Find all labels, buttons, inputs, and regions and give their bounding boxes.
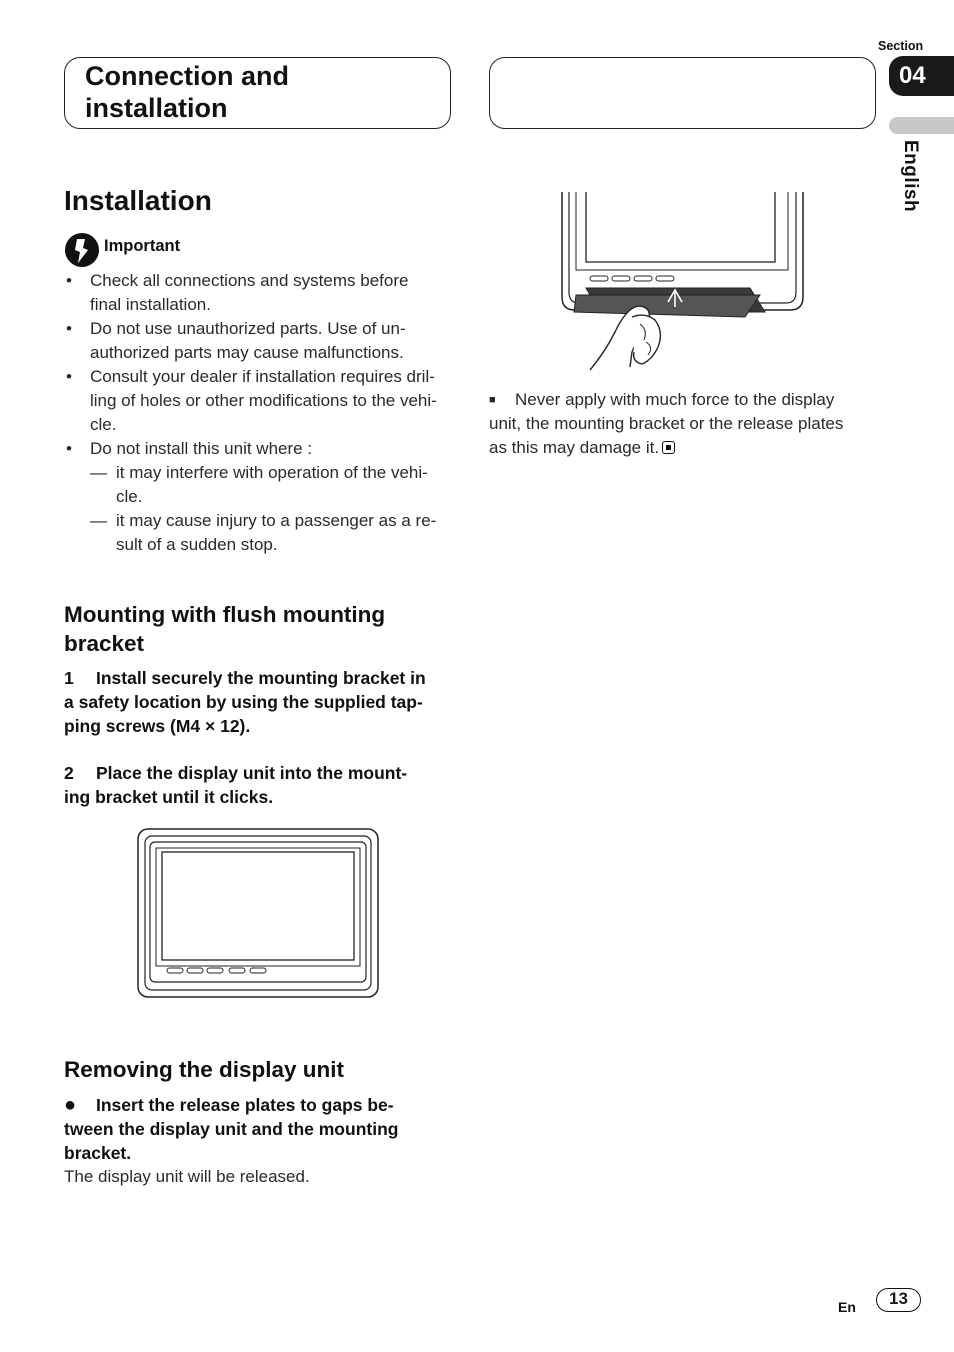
mounting-step-1-line2: a safety location by using the supplied tap- bbox=[64, 692, 423, 712]
caution-line1 bbox=[489, 388, 879, 412]
sub-item-2-line2: sult of a sudden stop. bbox=[116, 535, 278, 554]
mounting-step-1-line1 bbox=[64, 666, 464, 690]
important-item-2-line1: • Do not use unauthorized parts. Use of un- bbox=[90, 319, 406, 338]
end-mark-icon bbox=[662, 441, 675, 454]
sub-item-1-line1: — it may interfere with operation of the vehi- bbox=[116, 463, 428, 482]
caution-text-1: Never apply with much force to the display bbox=[515, 390, 835, 409]
mounting-step-2-line1 bbox=[64, 761, 464, 785]
removing-result: The display unit will be released. bbox=[64, 1167, 310, 1186]
important-item-2-line2: authorized parts may cause malfunctions. bbox=[90, 343, 404, 362]
removing-heading: Removing the display unit bbox=[64, 1057, 345, 1082]
sub-item-2 bbox=[64, 509, 464, 557]
sub-item-1 bbox=[64, 461, 464, 509]
important-item-3 bbox=[64, 365, 464, 437]
important-icon bbox=[64, 232, 100, 268]
important-item-4 bbox=[64, 437, 464, 461]
page-number: 13 bbox=[876, 1288, 921, 1312]
section-label: Section bbox=[878, 39, 924, 53]
removing-step-line1 bbox=[64, 1093, 464, 1117]
important-label: Important bbox=[104, 237, 181, 255]
language-tab bbox=[889, 117, 954, 134]
mounting-step-1-number: 1 bbox=[64, 668, 74, 688]
section-title-line1: Connection and bbox=[85, 61, 289, 91]
sub-item-2-line1: — it may cause injury to a passenger as a re- bbox=[116, 511, 437, 530]
section-title bbox=[85, 60, 289, 124]
display-unit-illustration bbox=[137, 828, 379, 998]
release-illustration bbox=[560, 192, 810, 377]
mounting-step-1-text-1: Install securely the mounting bracket in bbox=[96, 668, 426, 688]
removing-step bbox=[64, 1093, 464, 1165]
caution-square-icon: ■ bbox=[489, 394, 496, 406]
mounting-step-2-text-1: Place the display unit into the mount- bbox=[96, 763, 408, 783]
installation-heading: Installation bbox=[64, 185, 212, 216]
mounting-heading-line1: Mounting with flush mounting bbox=[64, 602, 386, 627]
mounting-step-2-number: 2 bbox=[64, 763, 74, 783]
important-item-1 bbox=[64, 269, 464, 317]
removing-step-bullet-icon: ● bbox=[64, 1094, 77, 1116]
removing-step-line2: tween the display unit and the mounting bbox=[64, 1119, 399, 1139]
mounting-step-2 bbox=[64, 761, 464, 809]
footer-lang-code: En bbox=[838, 1299, 856, 1315]
mounting-step-1-line3: ping screws (M4 × 12). bbox=[64, 716, 251, 736]
caution-text-3: as this may damage it. bbox=[489, 438, 660, 457]
important-item-3-line2: ling of holes or other modifications to the vehi- bbox=[90, 391, 437, 410]
mounting-step-1 bbox=[64, 666, 464, 738]
section-title-line2: installation bbox=[85, 93, 228, 123]
caution-note bbox=[489, 388, 879, 460]
important-item-3-line1: • Consult your dealer if installation requires dril- bbox=[90, 367, 435, 386]
important-list bbox=[64, 269, 464, 557]
removing-step-line3: bracket. bbox=[64, 1143, 132, 1163]
important-item-1-line1: • Check all connections and systems before bbox=[90, 271, 409, 290]
mounting-step-2-line2: ing bracket until it clicks. bbox=[64, 787, 274, 807]
important-item-1-line2: final installation. bbox=[90, 295, 211, 314]
removing-step-text-1: Insert the release plates to gaps be- bbox=[96, 1095, 394, 1115]
sub-item-1-line2: cle. bbox=[116, 487, 143, 506]
important-item-2 bbox=[64, 317, 464, 365]
section-number-tab: 04 bbox=[889, 56, 954, 96]
mounting-heading-line2: bracket bbox=[64, 631, 145, 656]
caution-line3 bbox=[489, 436, 879, 460]
language-label: English bbox=[900, 140, 921, 213]
important-item-4-line1: • Do not install this unit where : bbox=[90, 439, 313, 458]
header-right-box bbox=[489, 57, 876, 129]
caution-line2: unit, the mounting bracket or the release plates bbox=[489, 414, 844, 433]
important-item-3-line3: cle. bbox=[90, 415, 117, 434]
mounting-heading bbox=[64, 600, 385, 658]
